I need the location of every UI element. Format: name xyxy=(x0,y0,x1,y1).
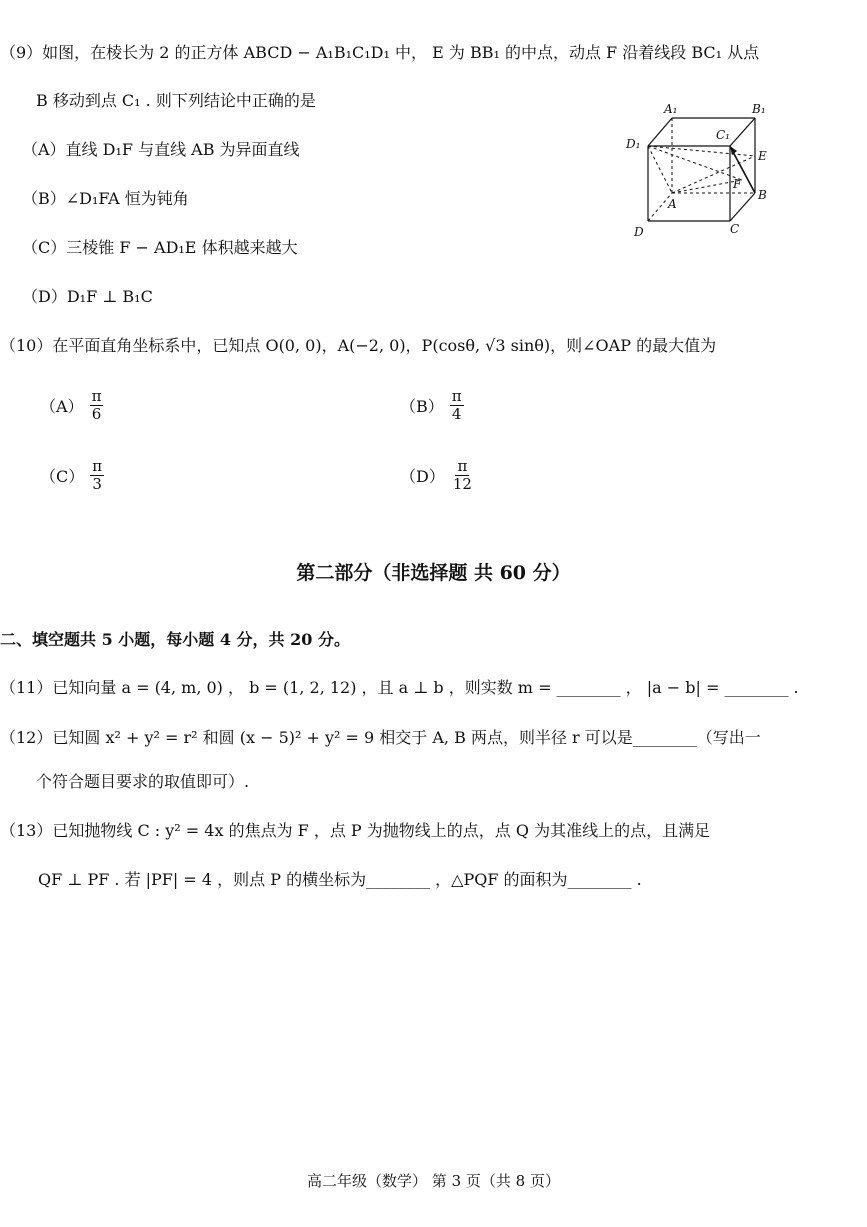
arrow-head xyxy=(730,146,737,155)
label-d1: D₁ xyxy=(626,137,641,151)
q10-option-b-label: （B） xyxy=(400,397,444,416)
q10-option-c-den: 3 xyxy=(92,475,102,493)
segment-d1-a xyxy=(648,146,672,193)
part2-title: 第二部分（非选择题 共 60 分） xyxy=(296,562,571,584)
q9-option-a: （A）直线 D₁F 与直线 AB 为异面直线 xyxy=(22,140,300,159)
q9-stem-line2: B 移动到点 C₁ . 则下列结论中正确的是 xyxy=(36,91,316,110)
q10-option-d xyxy=(400,458,474,493)
label-b: B xyxy=(758,188,767,202)
section2-header: 二、填空题共 5 小题，每小题 4 分，共 20 分。 xyxy=(0,630,350,649)
q9-option-b: （B）∠D₁FA 恒为钝角 xyxy=(22,189,189,208)
q9-stem-line1: （9）如图，在棱长为 2 的正方体 ABCD − A₁B₁C₁D₁ 中， E 为 BB₁ 的中点，动点 F 沿着线段 BC₁ 从点 xyxy=(0,43,760,62)
q10-option-a-label: （A） xyxy=(40,397,84,416)
q12-line2: 个符合题目要求的取值即可）. xyxy=(36,772,250,791)
q10-option-a xyxy=(40,388,103,423)
q10-option-d-label: （D） xyxy=(400,467,445,486)
label-c: C xyxy=(730,222,740,236)
q10-option-c-num: π xyxy=(92,457,103,475)
label-c1: C₁ xyxy=(716,128,730,142)
segment-a-f xyxy=(672,180,742,193)
q10-option-b-den: 4 xyxy=(451,405,462,423)
q9-option-d: （D）D₁F ⊥ B₁C xyxy=(22,287,153,306)
label-b1: B₁ xyxy=(752,102,766,116)
label-e: E xyxy=(758,149,767,163)
q10-option-a-num: π xyxy=(91,387,102,405)
q9-option-c: （C）三棱锥 F − AD₁E 体积越来越大 xyxy=(22,238,298,257)
edge-c-b xyxy=(730,193,755,221)
segment-d1-e xyxy=(648,146,755,156)
q10-option-b xyxy=(400,388,464,423)
segment-d1-f xyxy=(648,146,742,180)
q10-option-c xyxy=(40,458,104,493)
q10-option-b-num: π xyxy=(451,387,462,405)
q10-stem: （10）在平面直角坐标系中，已知点 O(0, 0)，A(−2, 0)，P(cosθ, √3 sinθ)，则∠OAP 的最大值为 xyxy=(0,336,717,355)
q13-line1: （13）已知抛物线 C : y² = 4x 的焦点为 F ，点 P 为抛物线上的点，点 Q 为其准线上的点，且满足 xyxy=(0,821,711,840)
label-a1: A₁ xyxy=(664,102,678,116)
edge-c1-b1 xyxy=(730,118,755,146)
q10-option-d-num: π xyxy=(457,457,468,475)
q10-option-a-den: 6 xyxy=(91,405,102,423)
q13-line2: QF ⊥ PF . 若 |PF| = 4 ，则点 P 的横坐标为________ ，△PQF 的面积为________ . xyxy=(38,870,642,889)
label-d: D xyxy=(634,225,644,239)
q11: （11）已知向量 a = (4, m, 0) ， b = (1, 2, 12) ，且 a ⊥ b ，则实数 m = ________ ， |a − b| = ________ . xyxy=(0,678,799,697)
edge-d1-a1 xyxy=(648,118,672,146)
q10-option-c-label: （C） xyxy=(40,467,85,486)
q12-line1: （12）已知圆 x² + y² = r² 和圆 (x − 5)² + y² = 9 相交于 A, B 两点，则半径 r 可以是________（写出一 xyxy=(0,728,761,747)
page-footer: 高二年级（数学） 第 3 页（共 8 页） xyxy=(307,1172,560,1190)
label-f: F xyxy=(733,177,742,191)
segment-a-e xyxy=(672,156,755,193)
q10-option-d-den: 12 xyxy=(452,475,472,493)
label-a: A xyxy=(668,197,677,211)
cube-figure xyxy=(620,96,780,246)
